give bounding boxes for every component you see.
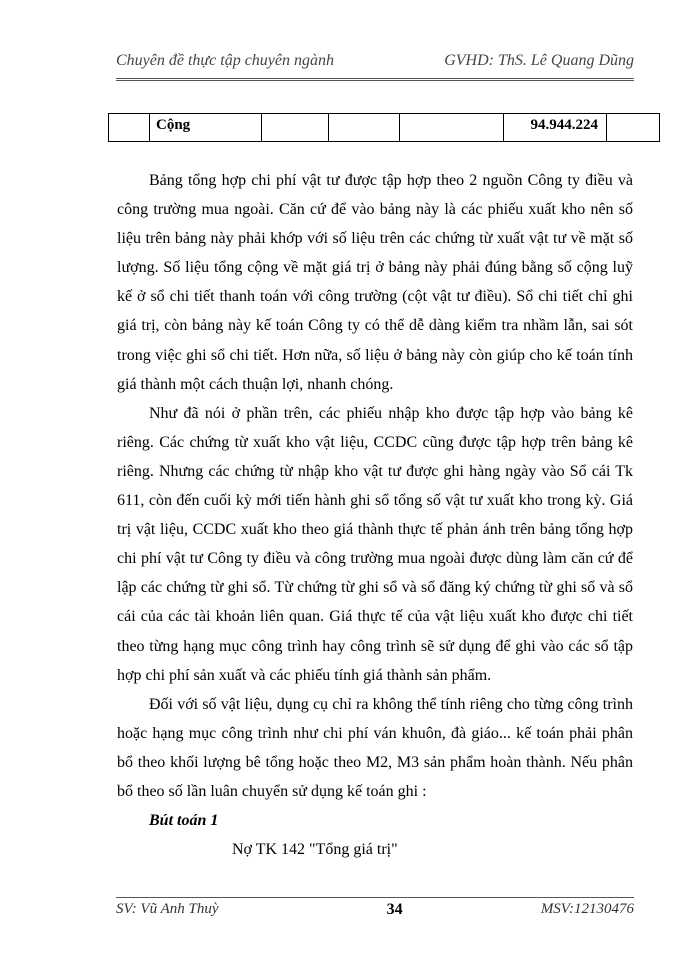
page-number: 34 — [386, 901, 403, 918]
table-cell — [607, 114, 660, 142]
subheading: Bút toán 1 — [149, 812, 219, 830]
header-advisor: GVHD: ThS. Lê Quang Dũng — [444, 52, 634, 69]
footer-student-id: MSV:12130476 — [540, 901, 634, 917]
table-cell-label — [150, 114, 262, 142]
body-text — [117, 166, 633, 864]
table-cell-total — [504, 114, 607, 142]
paragraph-3: Đối với số vật liệu, dụng cụ chỉ ra không thể tính riêng cho từng công trình hoặc hạng mục công trình như chi phí ván khuôn, đà giáo... kế toán phải phân bổ theo khối lượng bê tổng hoặc theo M2, M3 sản phẩm hoàn thành. Nếu phân bổ theo số lần luân chuyển sử dụng kế toán ghi : — [117, 695, 633, 800]
table-cell — [400, 114, 504, 142]
total-value: 94.944.224 — [530, 117, 598, 133]
summary-table — [108, 113, 660, 142]
total-label: Cộng — [156, 117, 191, 133]
footer-student: SV: Vũ Anh Thuỳ — [116, 901, 219, 917]
page-footer — [116, 897, 634, 919]
table-cell — [329, 114, 400, 142]
table-row — [109, 114, 660, 142]
paragraph-2: Như đã nói ở phần trên, các phiếu nhập kho được tập hợp vào bảng kê riêng. Các chứng từ xuất kho vật liệu, CCDC cũng được tập hợp trên bảng kê riêng. Nhưng các chứng từ nhập kho vật tư được ghi hàng ngày vào Sổ cái Tk 611, còn đến cuối kỳ mới tiến hành ghi sổ tổng số vật tư xuất kho trong kỳ. Giá trị vật liệu, CCDC xuất kho theo giá thành thực tế phản ánh trên bảng tổng hợp chi phí vật tư Công ty điều và công trường mua ngoài được dùng làm căn cứ để lập các chứng từ ghi sổ. Từ chứng từ ghi sổ và sổ đăng ký chứng từ ghi sổ và sổ cái của các tài khoản liên quan. Giá thực tế của vật liệu xuất kho được chi tiết theo từng hạng mục công trình hay công trình sẽ sử dụng để ghi vào các sổ tập hợp chi phí sản xuất và các phiếu tính giá thành sản phẩm. — [117, 404, 633, 684]
paragraph-1: Bảng tổng hợp chi phí vật tư được tập hợp theo 2 nguồn Công ty điều và công trường mua ngoài. Căn cứ để vào bảng này là các phiếu xuất kho nên số liệu trên bảng này phải khớp với số liệu trên các chứng từ xuất vật tư về mặt số lượng. Số liệu tổng cộng về mặt giá trị ở bảng này phải đúng bằng số cộng luỹ kế ở sổ chi tiết thanh toán với công trường (cột vật tư điều). Sổ chi tiết chỉ ghi giá trị, còn bảng này kế toán Công ty có thể dễ dàng kiểm tra nhầm lẫn, sai sót trong việc ghi sổ chi tiết. Hơn nữa, số liệu ở bảng này còn giúp cho kế toán tính giá thành một cách thuận lợi, nhanh chóng. — [117, 172, 633, 393]
journal-entry: Nợ TK 142 "Tổng giá trị" — [232, 841, 398, 859]
header-course-title: Chuyên đề thực tập chuyên ngành — [116, 52, 334, 69]
table-cell — [109, 114, 150, 142]
page-header — [116, 52, 634, 81]
table-cell — [262, 114, 329, 142]
